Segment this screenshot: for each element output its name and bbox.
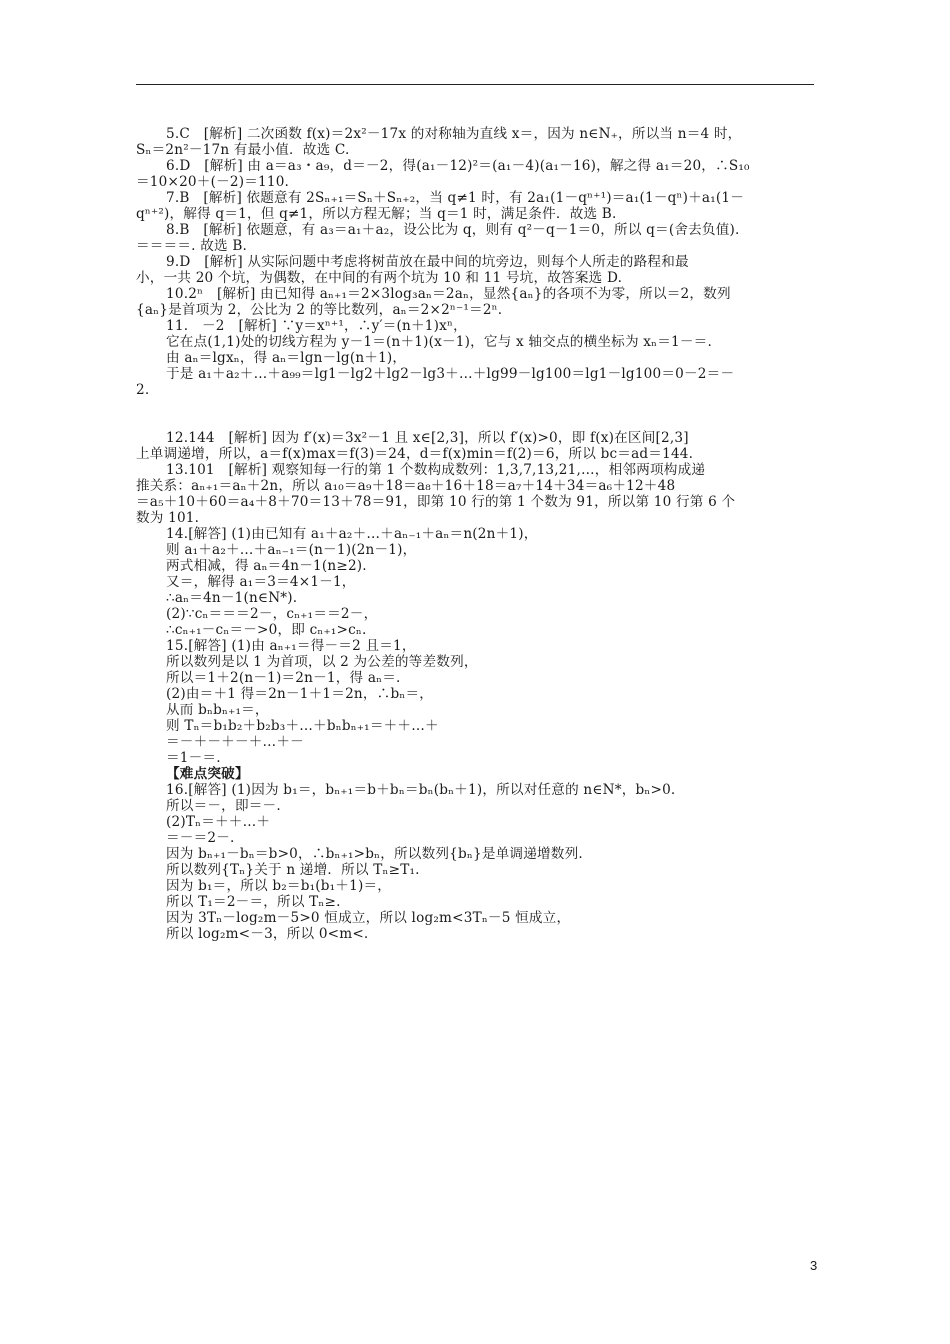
text-line: 所以＝1＋2(n－1)＝2n－1，得 aₙ＝. xyxy=(166,670,401,686)
text-line: 从而 bₙbₙ₊₁＝， xyxy=(166,702,269,718)
text-line: 所以 T₁＝2－＝，所以 Tₙ≥. xyxy=(166,894,341,910)
section-heading: 【难点突破】 xyxy=(166,766,249,782)
text-line: 10.2ⁿ [解析] 由已知得 aₙ₊₁＝2×3log₃aₙ＝2aₙ，显然{aₙ}的各项不为零，所以＝2，数列 xyxy=(166,286,731,302)
text-line: 所以＝－，即＝－. xyxy=(166,798,281,814)
text-line: ＝1－＝. xyxy=(166,750,221,766)
page-number: 3 xyxy=(810,1258,818,1273)
text-line: ∴cₙ₊₁－cₙ＝－>0，即 cₙ₊₁>cₙ. xyxy=(166,622,367,638)
text-line: (2)∵cₙ＝＝＝2－，cₙ₊₁＝＝2－， xyxy=(166,606,378,622)
text-line: 又＝，解得 a₁＝3＝4×1－1， xyxy=(166,574,356,590)
text-line: 因为 3Tₙ－log₂m－5>0 恒成立，所以 log₂m<3Tₙ－5 恒成立， xyxy=(166,910,571,926)
text-line: 由 aₙ＝lgxₙ，得 aₙ＝lgn－lg(n＋1)， xyxy=(166,350,407,366)
text-line: 它在点(1,1)处的切线方程为 y－1＝(n＋1)(x－1)，它与 x 轴交点的横坐标为 xₙ＝1－＝. xyxy=(166,334,712,350)
text-line: ∴aₙ＝4n－1(n∈N*). xyxy=(166,590,298,606)
text-line: 16.[解答] (1)因为 b₁＝，bₙ₊₁＝b＋bₙ＝bₙ(bₙ＋1)，所以对任意的 n∈N*，bₙ>0. xyxy=(166,782,676,798)
text-line: ＝＝＝＝. 故选 B. xyxy=(136,238,248,254)
text-line: 所以 log₂m<－3，所以 0<m<. xyxy=(166,926,369,942)
text-line: 则 Tₙ＝b₁b₂＋b₂b₃＋…＋bₙbₙ₊₁＝＋＋…＋ xyxy=(166,718,439,734)
text-line: 两式相减，得 aₙ＝4n－1(n≥2). xyxy=(166,558,367,574)
text-line: ＝－＋－＋－＋…＋－ xyxy=(166,734,304,750)
text-line: {aₙ}是首项为 2，公比为 2 的等比数列，aₙ＝2×2ⁿ⁻¹＝2ⁿ. xyxy=(136,302,503,318)
text-line: ＝10×20＋(－2)＝110. xyxy=(136,174,290,190)
text-line: 7.B [解析] 依题意有 2Sₙ₊₁＝Sₙ＋Sₙ₊₂，当 q≠1 时，有 2a₁(1－qⁿ⁺¹)＝a₁(1－qⁿ)＋a₁(1－ xyxy=(166,190,745,206)
text-line: 因为 b₁＝，所以 b₂＝b₁(b₁＋1)＝， xyxy=(166,878,392,894)
text-line: 6.D [解析] 由 a＝a₃・a₉，d＝－2，得(a₁－12)²＝(a₁－4)(a₁－16)，解之得 a₁＝20，∴S₁₀ xyxy=(166,158,750,174)
text-line: 数为 101. xyxy=(136,510,200,526)
text-line: 所以数列{Tₙ}关于 n 递增．所以 Tₙ≥T₁. xyxy=(166,862,420,878)
text-line: 2. xyxy=(136,382,150,398)
text-line: (2)由＝＋1 得＝2n－1＋1＝2n，∴bₙ＝， xyxy=(166,686,434,702)
text-line: (2)Tₙ＝＋＋…＋ xyxy=(166,814,271,830)
text-line: 小，一共 20 个坑，为偶数，在中间的有两个坑为 10 和 11 号坑，故答案选 D. xyxy=(136,270,623,286)
text-line: 推关系：aₙ₊₁＝aₙ＋2n，所以 a₁₀＝a₉＋18＝a₈＋16＋18＝a₇＋14＋34＝a₆＋12＋48 xyxy=(136,478,676,494)
text-line: 15.[解答] (1)由 aₙ₊₁＝得－＝2 且＝1， xyxy=(166,638,416,654)
text-line: ＝a₅＋10＋60＝a₄＋8＋70＝13＋78＝91，即第 10 行的第 1 个数为 91，所以第 10 行第 6 个 xyxy=(136,494,736,510)
text-line: 8.B [解析] 依题意，有 a₃＝a₁＋a₂，设公比为 q，则有 q²－q－1＝0，所以 q＝(舍去负值). xyxy=(166,222,740,238)
header-rule xyxy=(136,84,814,85)
text-line: 14.[解答] (1)由已知有 a₁＋a₂＋…＋aₙ₋₁＋aₙ＝n(2n＋1)， xyxy=(166,526,538,542)
text-line: 12.144 [解析] 因为 f′(x)＝3x²－1 且 x∈[2,3]，所以 f′(x)>0，即 f(x)在区间[2,3] xyxy=(166,430,689,446)
text-line: 11. －2 [解析] ∵y＝xⁿ⁺¹，∴y′＝(n＋1)xⁿ， xyxy=(166,318,467,334)
text-line: 9.D [解析] 从实际问题中考虑将树苗放在最中间的坑旁边，则每个人所走的路程和最 xyxy=(166,254,689,270)
text-line: 上单调递增，所以，a＝f(x)max＝f(3)＝24，d＝f(x)min＝f(2)＝6，所以 bc＝ad＝144. xyxy=(136,446,694,462)
text-line: 所以数列是以 1 为首项，以 2 为公差的等差数列， xyxy=(166,654,478,670)
text-line: Sₙ＝2n²－17n 有最小值．故选 C. xyxy=(136,142,350,158)
text-line: 13.101 [解析] 观察知每一行的第 1 个数构成数列：1,3,7,13,21,…，相邻两项构成递 xyxy=(166,462,706,478)
text-line: 于是 a₁＋a₂＋…＋a₉₉＝lg1－lg2＋lg2－lg3＋…＋lg99－lg100＝lg1－lg100＝0－2＝－ xyxy=(166,366,735,382)
text-line: 因为 bₙ₊₁－bₙ＝b>0，∴bₙ₊₁>bₙ，所以数列{bₙ}是单调递增数列. xyxy=(166,846,583,862)
text-line: qⁿ⁺²)，解得 q＝1，但 q≠1，所以方程无解；当 q＝1 时，满足条件．故选 B. xyxy=(136,206,617,222)
text-line: 则 a₁＋a₂＋…＋aₙ₋₁＝(n－1)(2n－1)， xyxy=(166,542,417,558)
text-line: 5.C [解析] 二次函数 f(x)＝2x²－17x 的对称轴为直线 x＝，因为 n∈N₊，所以当 n＝4 时， xyxy=(166,126,742,142)
text-line: ＝－＝2－. xyxy=(166,830,235,846)
